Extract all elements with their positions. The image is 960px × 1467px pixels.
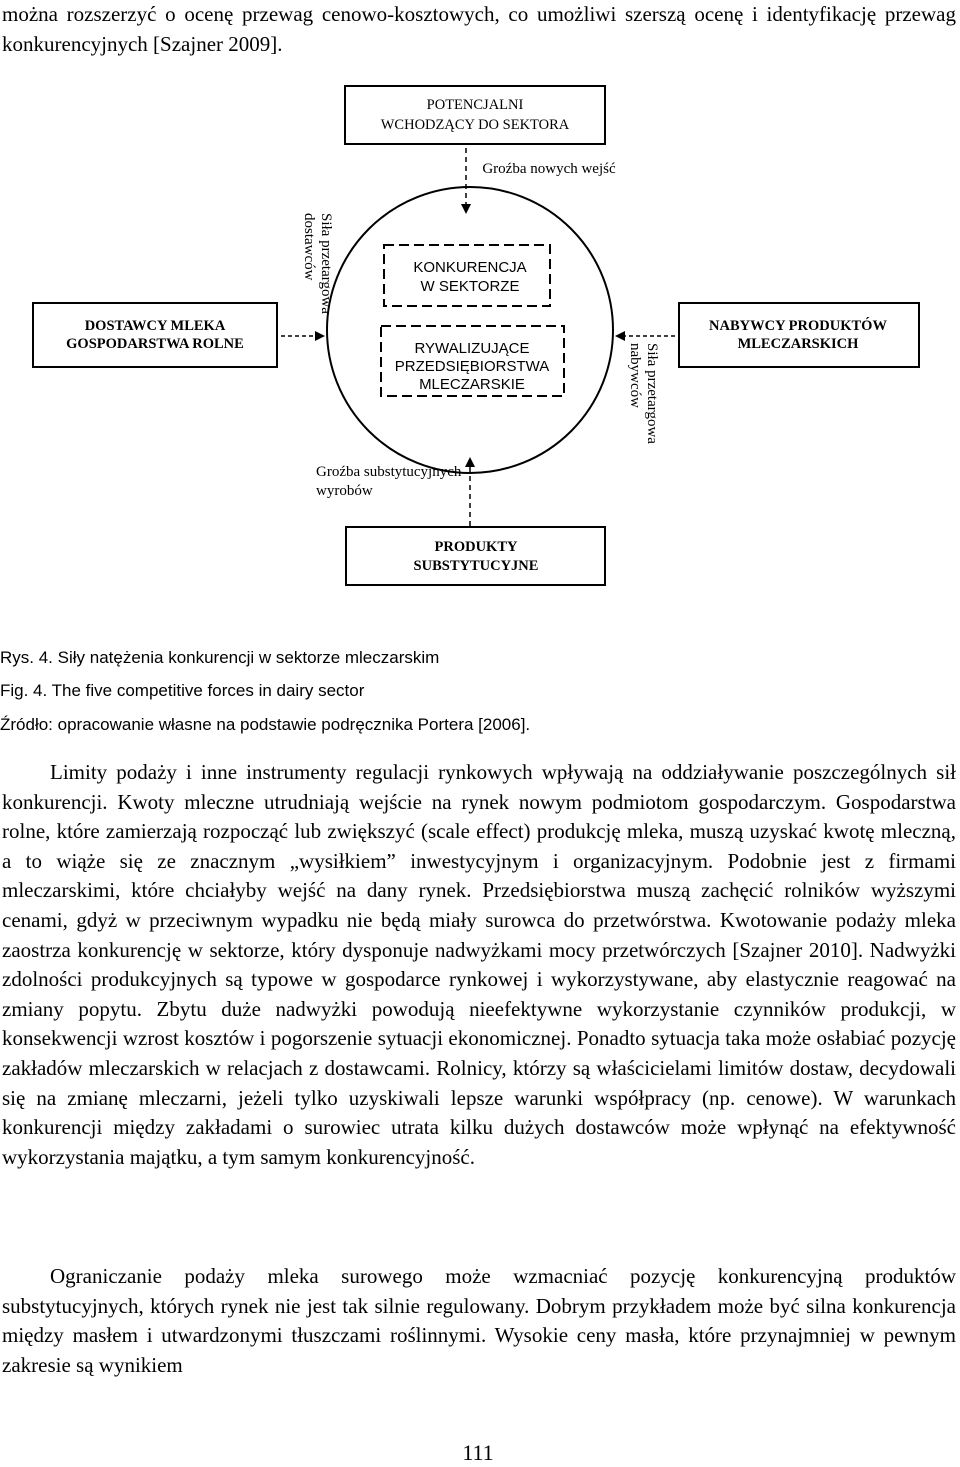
- competition-line1: KONKURENCJA: [413, 259, 527, 276]
- suppliers-box: [33, 303, 277, 367]
- figure-caption-en: Fig. 4. The five competitive forces in dairy sector: [0, 681, 365, 700]
- supplier-power-line2: dostawców: [301, 213, 317, 281]
- competition-line2: W SEKTORZE: [420, 278, 520, 295]
- threat-new-entry-label: Groźba nowych wejść: [482, 161, 616, 177]
- buyers-line1: NABYWCY PRODUKTÓW: [709, 318, 887, 334]
- suppliers-line1: DOSTAWCY MLEKA: [84, 318, 226, 334]
- buyer-power-label: [627, 343, 660, 444]
- buyers-line2: MLECZARSKICH: [737, 336, 859, 352]
- body-paragraph-2: Ograniczanie podaży mleka surowego może wzmacniać pozycję konkurencyjną produktów substytucyjnych, których rynek nie jest tak silnie regulowany. Dobrym przykładem może być silna konkurencja między masłem i utwardzonymi tłuszczami roślinnymi. Wysokie ceny masła, które przynajmniej w pewnym zakresie są wynikiem: [2, 1264, 956, 1377]
- potential-entrants-box: [345, 86, 605, 144]
- potential-entrants-line1: POTENCJALNI: [426, 97, 524, 113]
- rival-firms-line2: PRZEDSIĘBIORSTWA: [394, 358, 550, 375]
- supplier-power-label: [301, 213, 334, 314]
- figure-source: Źródło: opracowanie własne na podstawie podręcznika Portera [2006].: [0, 715, 531, 734]
- buyer-power-line2: nabywców: [627, 343, 643, 408]
- five-forces-diagram: [0, 70, 960, 600]
- body-paragraph-1: Limity podaży i inne instrumenty regulacji rynkowych wpływają na oddziaływanie poszczególnych sił konkurencji. Kwoty mleczne utrudniają wejście na rynek nowym podmiotom gospodarczym. Gospodarstwa rolne, które zamierzają rozpocząć lub zwiększyć (scale effect) produkcję mleka, muszą uzyskać kwotę mleczną, a to wiąże się ze znacznym „wysiłkiem” inwestycyjnym i organizacyjnym. Podobnie jest z firmami mleczarskimi, które chciałyby wejść na dany rynek. Przedsiębiorstwa muszą zachęcić rolników wyższymi cenami, gdyż w przeciwnym wypadku nie będą miały surowca do przetwórstwa. Kwotowanie podaży mleka zaostrza konkurencję w sektorze, który dysponuje nadwyżkami mocy przetwórczych [Szajner 2010]. Nadwyżki zdolności produkcyjnych są typowe w gospodarce rynkowej i wykorzystywane, aby elastycznie reagować na zmiany popytu. Zbytu duże nadwyżki powodują nieefektywne wykorzystanie czynników produkcji, w konsekwencji wzrost kosztów i pogorszenie sytuacji ekonomicznej. Ponadto sytuacja taka może osłabiać pozycję zakładów mleczarskich w relacjach z dostawcami. Rolnicy, którzy są właścicielami limitów dostaw, decydowali się na zmianę mleczarni, jeżeli tylko uzyskiwali lepsze warunki współpracy (np. cenowe). W warunkach konkurencji między zakładami o surowiec utrata kilku dużych dostawców może wpłynąć na efektywność wykorzystania majątku, a tym samym konkurencyjność.: [2, 760, 956, 1169]
- rival-firms-line1: RYWALIZUJĄCE: [414, 340, 530, 357]
- substitutes-line2: SUBSTYTUCYJNE: [413, 558, 539, 574]
- threat-substitutes-line2: wyrobów: [316, 483, 373, 499]
- substitutes-box: [346, 527, 605, 585]
- rival-firms-line3: MLECZARSKIE: [419, 376, 525, 393]
- potential-entrants-line2: WCHODZĄCY DO SEKTORA: [380, 117, 570, 133]
- intro-paragraph: można rozszerzyć o ocenę przewag cenowo-kosztowych, co umożliwi szerszą ocenę i identyfikację przewag konkurencyjnych [Szajner 2009].: [2, 2, 956, 56]
- supplier-power-line1: Siła przetargowa: [318, 213, 334, 314]
- threat-substitutes-line1: Groźba substytucyjnych: [316, 464, 462, 480]
- substitutes-line1: PRODUKTY: [434, 539, 518, 555]
- competition-in-sector-box: [384, 245, 550, 306]
- page-number: 111: [462, 1440, 494, 1465]
- rivalry-circle: [327, 187, 613, 473]
- buyers-box: [679, 303, 919, 367]
- figure-caption-pl: Rys. 4. Siły natężenia konkurencji w sektorze mleczarskim: [0, 648, 440, 667]
- rival-firms-box: [381, 326, 564, 396]
- suppliers-line2: GOSPODARSTWA ROLNE: [66, 336, 244, 352]
- buyer-power-line1: Siła przetargowa: [644, 343, 660, 444]
